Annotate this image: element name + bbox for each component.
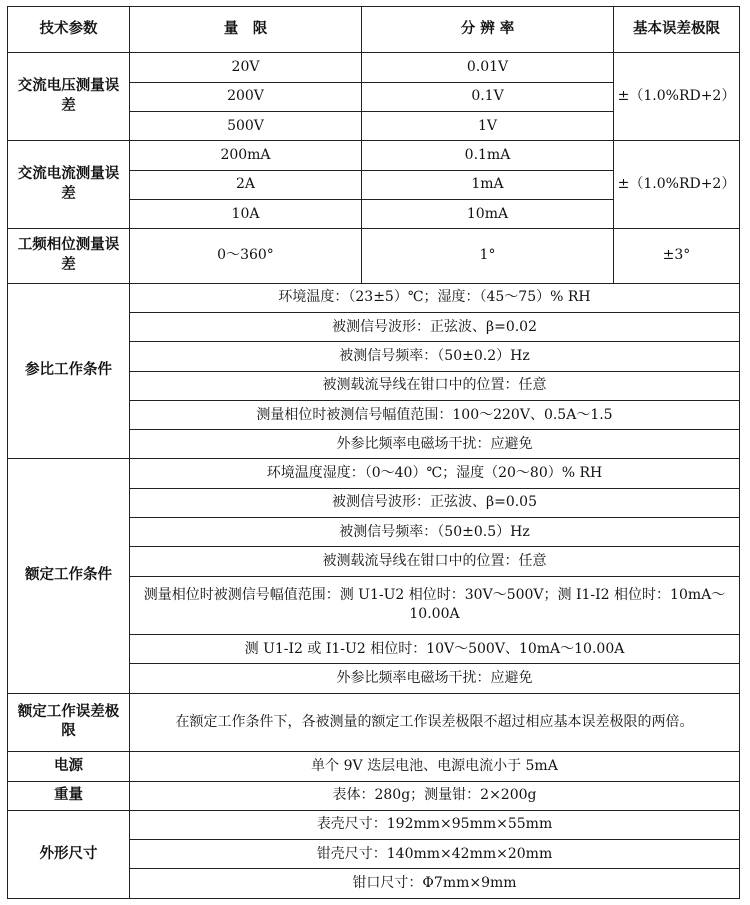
header-resolution: 分 辨 率: [362, 7, 614, 53]
voltage-label: 交流电压测量误差: [8, 53, 130, 141]
voltage-range: 20V: [130, 53, 362, 82]
rated-error-text: 在额定工作条件下，各被测量的额定工作误差极限不超过相应基本误差极限的两倍。: [130, 693, 740, 752]
voltage-resolution: 0.1V: [362, 82, 614, 111]
header-row: [8, 7, 740, 53]
weight-text: 表体：280g；测量钳：2×200g: [130, 781, 740, 810]
header-param: 技术参数: [8, 7, 130, 53]
reference-item: 环境温度：（23±5）℃；湿度：（45～75）% RH: [130, 283, 740, 312]
header-error: 基本误差极限: [614, 7, 740, 53]
dimensions-item: 表壳尺寸：192mm×95mm×55mm: [130, 810, 740, 839]
reference-row: [8, 283, 740, 312]
rated-item: 外参比频率电磁场干扰：应避免: [130, 664, 740, 693]
reference-item: 被测信号频率：（50±0.2）Hz: [130, 342, 740, 371]
rated-item: 环境温度湿度：（0～40）℃；湿度（20～80）% RH: [130, 459, 740, 488]
dimensions-row: [8, 810, 740, 839]
dimensions-label: 外形尺寸: [8, 810, 130, 898]
rated-label: 额定工作条件: [8, 459, 130, 693]
rated-error-label: 额定工作误差极限: [8, 693, 130, 752]
voltage-resolution: 0.01V: [362, 53, 614, 82]
phase-row: [8, 229, 740, 284]
voltage-range: 500V: [130, 112, 362, 141]
header-range: 量 限: [130, 7, 362, 53]
reference-label: 参比工作条件: [8, 283, 130, 459]
current-error: ±（1.0%RD+2）: [614, 141, 740, 229]
current-resolution: 0.1mA: [362, 141, 614, 170]
phase-label: 工频相位测量误差: [8, 229, 130, 284]
rated-item: 被测信号波形：正弦波、β=0.05: [130, 488, 740, 517]
power-row: [8, 752, 740, 781]
voltage-resolution: 1V: [362, 112, 614, 141]
current-range: 200mA: [130, 141, 362, 170]
current-resolution: 10mA: [362, 199, 614, 228]
dimensions-item: 钳口尺寸：Φ7mm×9mm: [130, 869, 740, 899]
reference-item: 外参比频率电磁场干扰：应避免: [130, 430, 740, 459]
power-label: 电源: [8, 752, 130, 781]
voltage-error: ±（1.0%RD+2）: [614, 53, 740, 141]
spec-table: [7, 6, 740, 899]
dimensions-item: 钳壳尺寸：140mm×42mm×20mm: [130, 840, 740, 869]
weight-row: [8, 781, 740, 810]
reference-item: 被测载流导线在钳口中的位置：任意: [130, 371, 740, 400]
rated-error-row: [8, 693, 740, 752]
current-row: [8, 141, 740, 170]
rated-item: 测量相位时被测信号幅值范围：测 U1-U2 相位时：30V～500V；测 I1-I2 相位时：10mA～10.00A: [130, 576, 740, 635]
voltage-range: 200V: [130, 82, 362, 111]
reference-item: 测量相位时被测信号幅值范围：100～220V、0.5A～1.5: [130, 400, 740, 429]
rated-item: 测 U1-I2 或 I1-U2 相位时：10V～500V、10mA～10.00A: [130, 635, 740, 664]
current-range: 10A: [130, 199, 362, 228]
current-label: 交流电流测量误差: [8, 141, 130, 229]
rated-row: [8, 459, 740, 488]
current-resolution: 1mA: [362, 170, 614, 199]
phase-range: 0～360°: [130, 229, 362, 284]
voltage-row: [8, 53, 740, 82]
phase-error: ±3°: [614, 229, 740, 284]
rated-item: 被测载流导线在钳口中的位置：任意: [130, 547, 740, 576]
power-text: 单个 9V 迭层电池、电源电流小于 5mA: [130, 752, 740, 781]
reference-item: 被测信号波形：正弦波、β=0.02: [130, 312, 740, 341]
rated-item: 被测信号频率：（50±0.5）Hz: [130, 517, 740, 546]
phase-resolution: 1°: [362, 229, 614, 284]
current-range: 2A: [130, 170, 362, 199]
weight-label: 重量: [8, 781, 130, 810]
